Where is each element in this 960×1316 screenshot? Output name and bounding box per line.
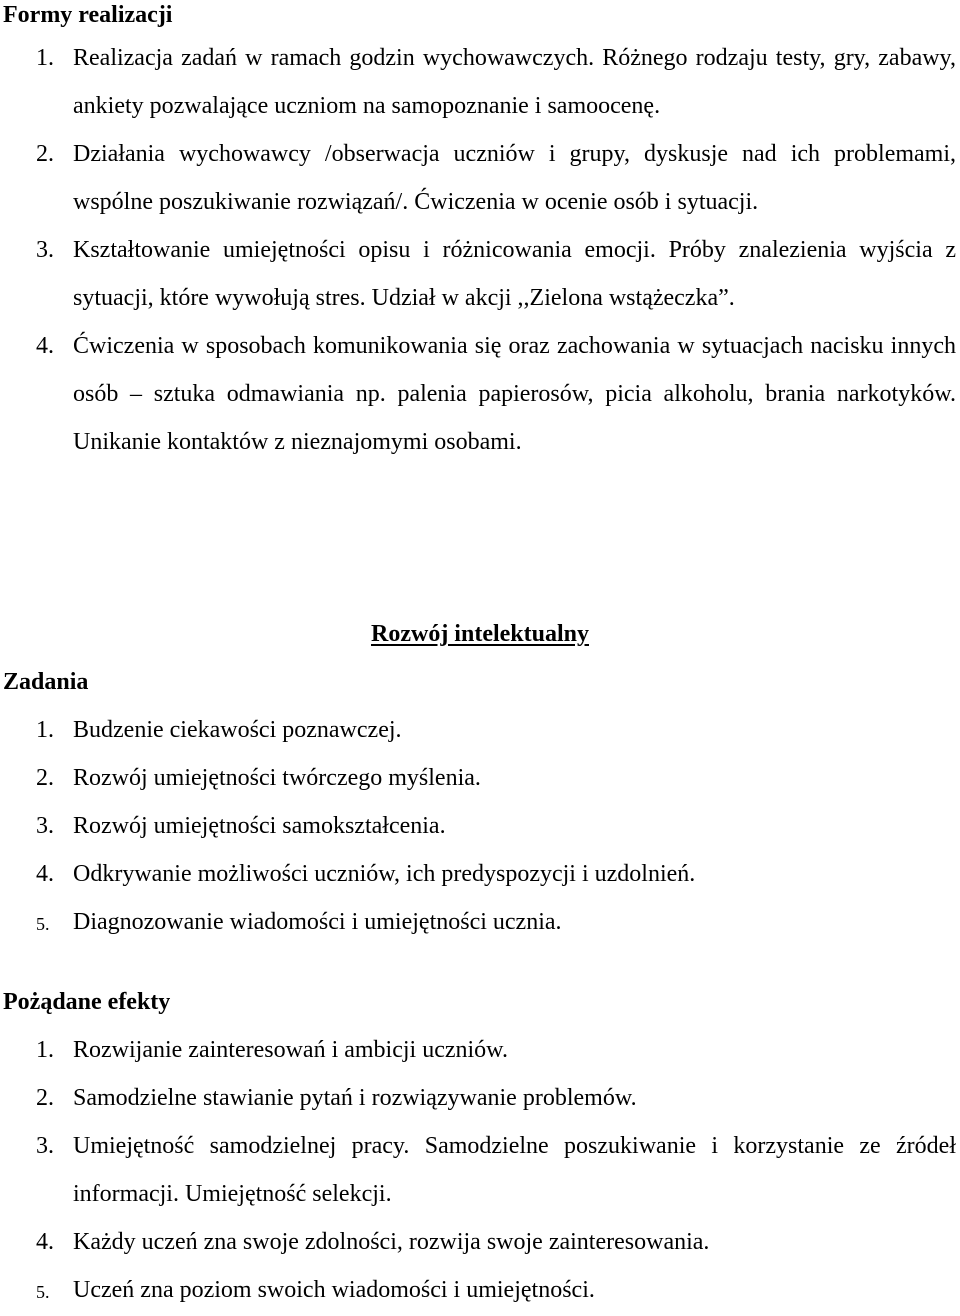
list-item bbox=[0, 706, 956, 754]
list-item bbox=[0, 322, 956, 466]
list-item-text: Rozwój umiejętności samokształcenia. bbox=[73, 813, 446, 839]
list-item-text: Rozwój umiejętności twórczego myślenia. bbox=[73, 765, 481, 791]
list-item-text: Działania wychowawcy /obserwacja uczniów i grupy, dyskusje nad ich problemami, wspólne poszukiwanie rozwiązań/. Ćwiczenia w ocenie osób i sytuacji. bbox=[73, 141, 956, 215]
list-item bbox=[0, 850, 956, 898]
list-item bbox=[0, 34, 956, 130]
list-item bbox=[0, 1218, 956, 1266]
list-item-text: Uczeń zna poziom swoich wiadomości i umiejętności. bbox=[73, 1277, 595, 1303]
list-item-text: Umiejętność samodzielnej pracy. Samodzielne poszukiwanie i korzystanie ze źródeł informacji. Umiejętność selekcji. bbox=[73, 1133, 956, 1207]
list-item-number: 4. bbox=[36, 861, 54, 887]
list-item-text: Diagnozowanie wiadomości i umiejętności ucznia. bbox=[73, 909, 562, 935]
list-item-number: 2. bbox=[36, 141, 54, 167]
pozadane-efekty-heading: Pożądane efekty bbox=[3, 989, 171, 1015]
list-item bbox=[0, 130, 956, 226]
list-item-number: 4. bbox=[36, 1229, 54, 1255]
section-title-rozwoj-intelektualny: Rozwój intelektualny bbox=[371, 621, 589, 647]
list-item-number: 1. bbox=[36, 1037, 54, 1063]
list-item-number: 3. bbox=[36, 237, 54, 263]
formy-realizacji-list bbox=[0, 34, 956, 466]
list-item-number: 2. bbox=[36, 765, 54, 791]
list-item bbox=[0, 226, 956, 322]
formy-realizacji-heading: Formy realizacji bbox=[3, 2, 173, 28]
list-item bbox=[0, 1122, 956, 1218]
list-item bbox=[0, 1074, 956, 1122]
list-item bbox=[0, 754, 956, 802]
list-item-number: 3. bbox=[36, 1133, 54, 1159]
list-item-number: 4. bbox=[36, 333, 54, 359]
list-item-text: Każdy uczeń zna swoje zdolności, rozwija swoje zainteresowania. bbox=[73, 1229, 710, 1255]
list-item-text: Samodzielne stawianie pytań i rozwiązywanie problemów. bbox=[73, 1085, 637, 1111]
list-item-number: 1. bbox=[36, 45, 54, 71]
list-item-number: 2. bbox=[36, 1085, 54, 1111]
list-item-number: 5. bbox=[36, 1282, 50, 1302]
list-item-text: Kształtowanie umiejętności opisu i różnicowania emocji. Próby znalezienia wyjścia z sytuacji, które wywołują stres. Udział w akcji ,,Zielona wstążeczka”. bbox=[73, 237, 956, 311]
list-item-text: Realizacja zadań w ramach godzin wychowawczych. Różnego rodzaju testy, gry, zabawy, ankiety pozwalające uczniom na samopoznanie i samoocenę. bbox=[73, 45, 956, 119]
zadania-heading: Zadania bbox=[3, 669, 89, 695]
zadania-list bbox=[0, 706, 956, 946]
list-item-text: Ćwiczenia w sposobach komunikowania się oraz zachowania w sytuacjach nacisku innych osób – sztuka odmawiania np. palenia papierosów, picia alkoholu, brania narkotyków. Unikanie kontaktów z nieznajomymi osobami. bbox=[73, 333, 956, 455]
list-item-number: 5. bbox=[36, 914, 50, 934]
list-item-text: Budzenie ciekawości poznawczej. bbox=[73, 717, 402, 743]
list-item-text: Rozwijanie zainteresowań i ambicji uczniów. bbox=[73, 1037, 508, 1063]
pozadane-efekty-list bbox=[0, 1026, 956, 1314]
list-item bbox=[0, 802, 956, 850]
list-item-number: 3. bbox=[36, 813, 54, 839]
list-item bbox=[0, 1026, 956, 1074]
list-item-number: 1. bbox=[36, 717, 54, 743]
list-item bbox=[0, 898, 956, 946]
list-item-text: Odkrywanie możliwości uczniów, ich predyspozycji i uzdolnień. bbox=[73, 861, 696, 887]
